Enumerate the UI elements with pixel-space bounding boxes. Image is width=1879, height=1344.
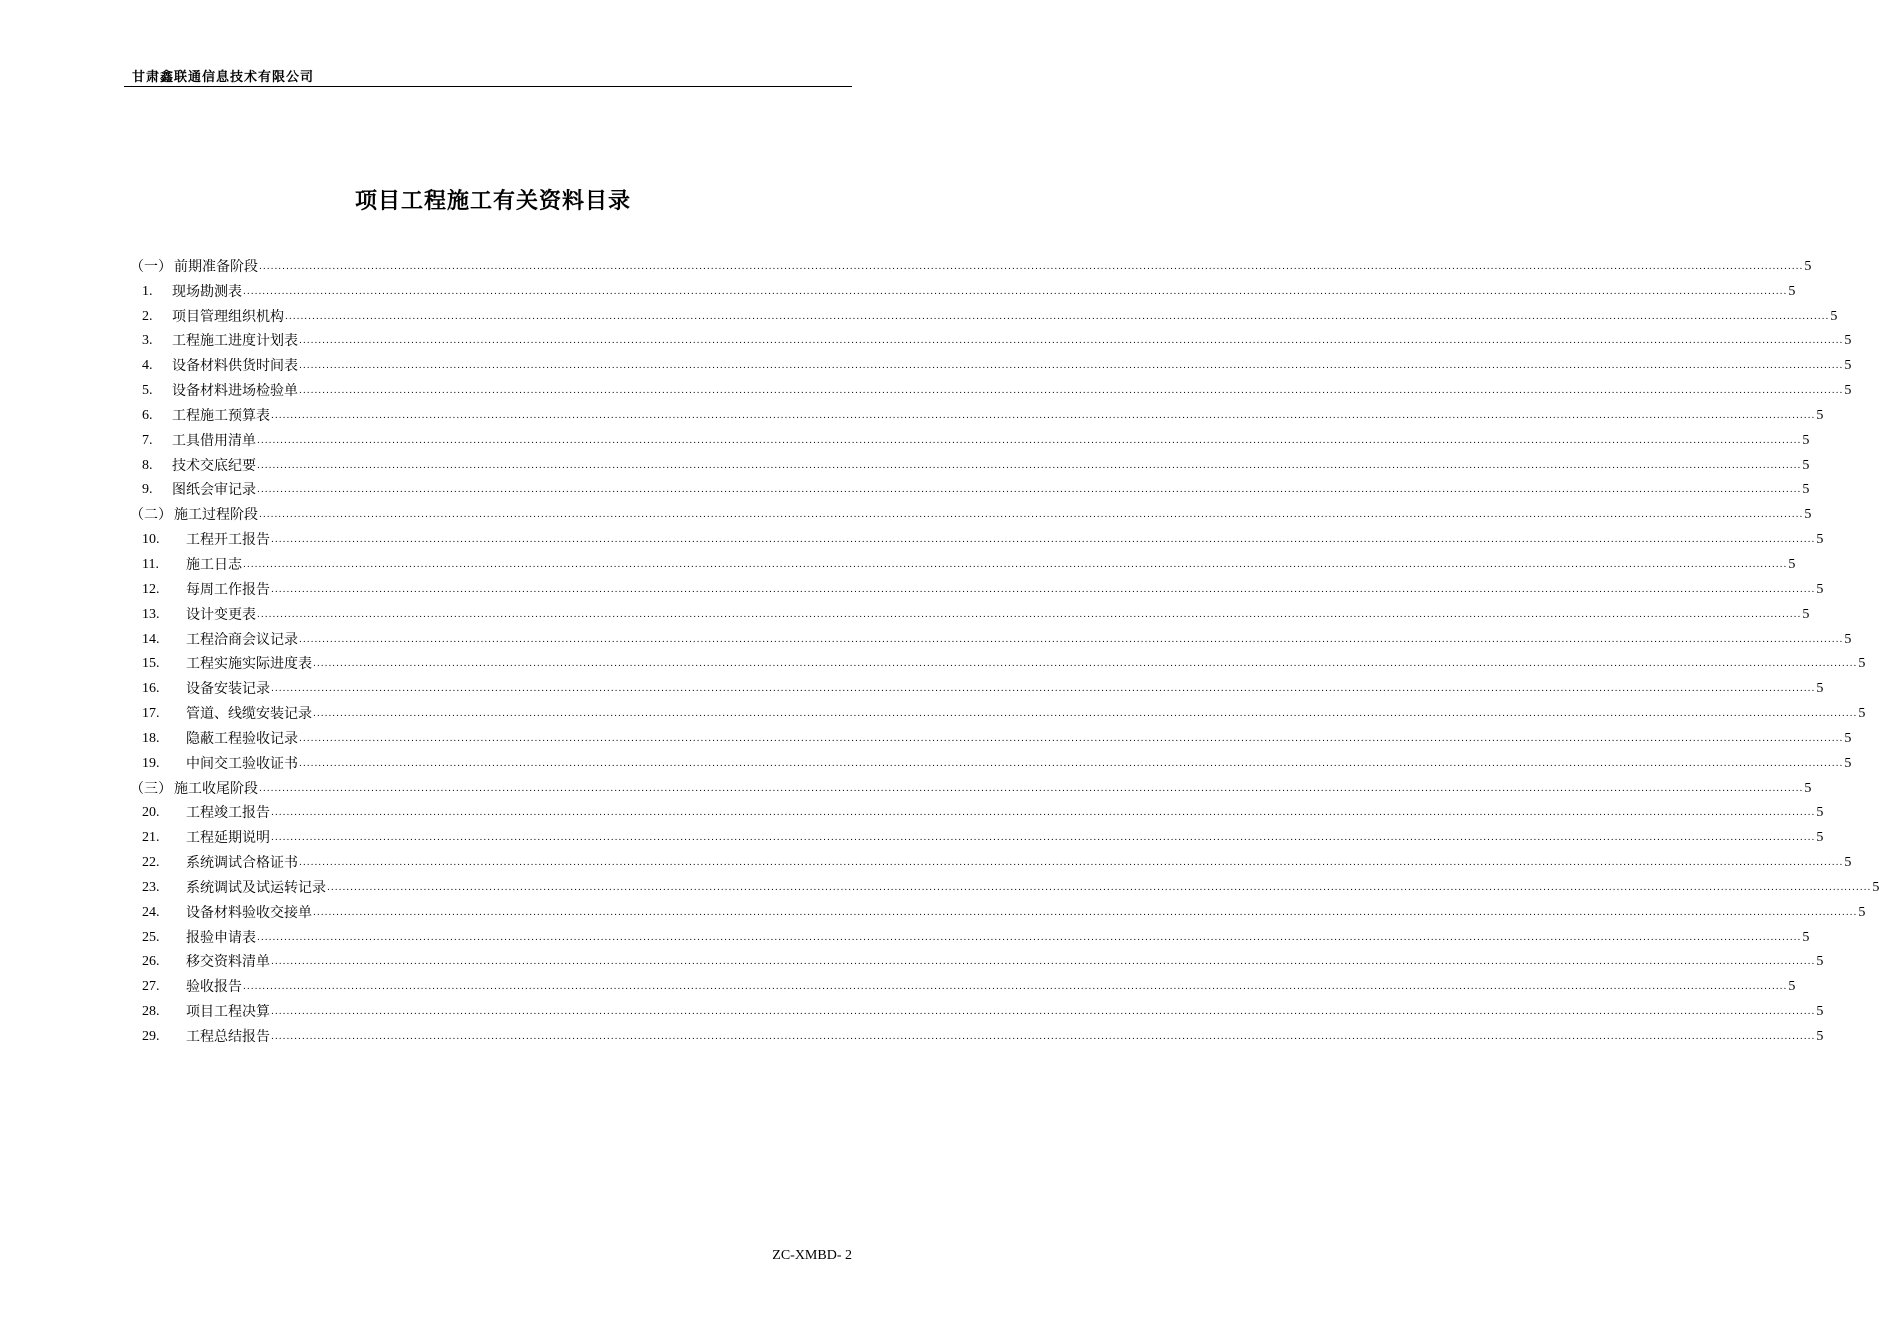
toc-entry-number: 8.: [142, 457, 153, 473]
toc-entry-label: 工程竣工报告: [186, 805, 270, 822]
toc-entry-number: 21.: [142, 830, 160, 846]
toc-dot-leader: ................................................................................................................................................................................................................................................................................................................................................................................................................: [259, 261, 1804, 272]
toc-entry-number: 5.: [142, 383, 153, 399]
toc-page-number: 5: [1844, 383, 1852, 399]
toc-section-heading[interactable]: [130, 499, 1812, 524]
toc-dot-leader: ................................................................................................................................................................................................................................................................................................................................................................................................................: [299, 858, 1844, 869]
toc-entry-label: 现场勘测表: [172, 283, 242, 300]
toc-dot-leader: ................................................................................................................................................................................................................................................................................................................................................................................................................: [327, 882, 1872, 893]
toc-entry[interactable]: [130, 400, 1824, 425]
toc-entry-label: 施工日志: [186, 556, 242, 573]
toc-entry-number: 26.: [142, 954, 160, 970]
toc-page-number: 5: [1844, 333, 1852, 349]
toc-entry[interactable]: [130, 971, 1796, 996]
toc-entry-number: 15.: [142, 656, 160, 672]
toc-entry[interactable]: [130, 897, 1866, 922]
toc-entry-label: 工程实施实际进度表: [186, 656, 312, 673]
footer-document-code: ZC-XMBD- 2: [772, 1248, 852, 1263]
toc-dot-leader: ................................................................................................................................................................................................................................................................................................................................................................................................................: [299, 634, 1844, 645]
toc-dot-leader: ................................................................................................................................................................................................................................................................................................................................................................................................................: [271, 684, 1816, 695]
toc-entry[interactable]: [130, 822, 1824, 847]
document-title: 项目工程施工有关资料目录: [354, 188, 631, 214]
header-divider: [124, 86, 852, 87]
toc-entry-number: 7.: [142, 432, 153, 448]
toc-section-heading[interactable]: [130, 251, 1812, 276]
toc-dot-leader: ................................................................................................................................................................................................................................................................................................................................................................................................................: [259, 510, 1804, 521]
toc-page-number: 5: [1788, 283, 1796, 299]
toc-entry-number: （一）: [130, 258, 172, 275]
toc-entry[interactable]: [130, 798, 1824, 823]
toc-dot-leader: ................................................................................................................................................................................................................................................................................................................................................................................................................: [257, 460, 1802, 471]
toc-dot-leader: ................................................................................................................................................................................................................................................................................................................................................................................................................: [285, 311, 1830, 322]
toc-entry-number: 17.: [142, 706, 160, 722]
toc-entry[interactable]: [130, 922, 1810, 947]
toc-page-number: 5: [1802, 929, 1810, 945]
toc-entry[interactable]: [130, 524, 1824, 549]
toc-dot-leader: ................................................................................................................................................................................................................................................................................................................................................................................................................: [299, 733, 1844, 744]
toc-entry-label: 移交资料清单: [186, 954, 270, 971]
toc-dot-leader: ................................................................................................................................................................................................................................................................................................................................................................................................................: [271, 957, 1816, 968]
toc-entry[interactable]: [130, 624, 1852, 649]
toc-dot-leader: ................................................................................................................................................................................................................................................................................................................................................................................................................: [257, 485, 1802, 496]
toc-page-number: 5: [1816, 805, 1824, 821]
toc-entry[interactable]: [130, 847, 1852, 872]
toc-entry-label: 施工过程阶段: [174, 507, 258, 524]
toc-page-number: 5: [1830, 308, 1838, 324]
toc-dot-leader: ................................................................................................................................................................................................................................................................................................................................................................................................................: [243, 286, 1788, 297]
toc-entry-number: 20.: [142, 805, 160, 821]
toc-page-number: 5: [1802, 432, 1810, 448]
toc-dot-leader: ................................................................................................................................................................................................................................................................................................................................................................................................................: [243, 982, 1788, 993]
toc-page-number: 5: [1844, 855, 1852, 871]
toc-entry-label: 中间交工验收证书: [186, 755, 298, 772]
toc-entry[interactable]: [130, 599, 1810, 624]
toc-entry-label: 设备安装记录: [186, 681, 270, 698]
toc-entry[interactable]: [130, 475, 1810, 500]
toc-page-number: 5: [1816, 407, 1824, 423]
toc-dot-leader: ................................................................................................................................................................................................................................................................................................................................................................................................................: [271, 1032, 1816, 1042]
toc-dot-leader: ................................................................................................................................................................................................................................................................................................................................................................................................................: [259, 783, 1804, 794]
toc-dot-leader: ................................................................................................................................................................................................................................................................................................................................................................................................................: [271, 833, 1816, 844]
toc-entry[interactable]: [130, 723, 1852, 748]
toc-entry-label: 技术交底纪要: [172, 457, 256, 474]
toc-entry-label: 报验申请表: [186, 929, 256, 946]
toc-page-number: 5: [1858, 656, 1866, 672]
toc-page-number: 5: [1816, 532, 1824, 548]
toc-entry-number: 28.: [142, 1004, 160, 1020]
toc-dot-leader: ................................................................................................................................................................................................................................................................................................................................................................................................................: [313, 659, 1858, 670]
toc-entry-number: 6.: [142, 407, 153, 423]
toc-entry-label: 系统调试及试运转记录: [186, 879, 326, 896]
toc-dot-leader: ................................................................................................................................................................................................................................................................................................................................................................................................................: [299, 386, 1844, 397]
toc-entry-number: 18.: [142, 730, 160, 746]
toc-page-number: 5: [1804, 258, 1812, 274]
toc-page-number: 5: [1844, 631, 1852, 647]
toc-entry[interactable]: [130, 947, 1824, 972]
toc-page-number: 5: [1802, 482, 1810, 498]
toc-page-number: 5: [1872, 879, 1879, 895]
toc-page-number: 5: [1816, 681, 1824, 697]
toc-entry-number: 9.: [142, 482, 153, 498]
toc-entry-label: 项目管理组织机构: [172, 308, 284, 325]
toc-entry[interactable]: [130, 350, 1852, 375]
toc-entry-label: 隐蔽工程验收记录: [186, 730, 298, 747]
toc-entry-label: 工程开工报告: [186, 532, 270, 549]
toc-entry[interactable]: [130, 450, 1810, 475]
toc-entry-label: 每周工作报告: [186, 581, 270, 598]
toc-entry-label: 设备材料验收交接单: [186, 904, 312, 921]
toc-entry-label: 工具借用清单: [172, 432, 256, 449]
toc-page-number: 5: [1844, 755, 1852, 771]
toc-entry-number: 22.: [142, 855, 160, 871]
toc-page-number: 5: [1858, 904, 1866, 920]
toc-dot-leader: ................................................................................................................................................................................................................................................................................................................................................................................................................: [299, 361, 1844, 372]
toc-entry-label: 施工收尾阶段: [174, 780, 258, 797]
toc-page-number: 5: [1816, 954, 1824, 970]
toc-entry[interactable]: [130, 375, 1852, 400]
toc-entry[interactable]: [130, 1021, 1824, 1046]
toc-entry-number: 27.: [142, 979, 160, 995]
toc-entry-label: 项目工程决算: [186, 1004, 270, 1021]
toc-dot-leader: ................................................................................................................................................................................................................................................................................................................................................................................................................: [313, 907, 1858, 918]
toc-dot-leader: ................................................................................................................................................................................................................................................................................................................................................................................................................: [271, 1007, 1816, 1018]
toc-entry[interactable]: [130, 872, 1879, 897]
toc-entry-label: 图纸会审记录: [172, 482, 256, 499]
toc-entry-number: 12.: [142, 581, 160, 597]
toc-dot-leader: ................................................................................................................................................................................................................................................................................................................................................................................................................: [243, 559, 1788, 570]
toc-entry[interactable]: [130, 748, 1852, 773]
toc-entry-number: 10.: [142, 532, 160, 548]
toc-page-number: 5: [1802, 457, 1810, 473]
toc-entry-number: （二）: [130, 507, 172, 524]
toc-entry-number: 1.: [142, 283, 153, 299]
toc-entry-number: （三）: [130, 780, 172, 797]
toc-entry-label: 验收报告: [186, 979, 242, 996]
toc-entry-label: 设备材料进场检验单: [172, 383, 298, 400]
toc-page-number: 5: [1804, 780, 1812, 796]
table-of-contents: [130, 251, 1879, 1046]
toc-entry[interactable]: [130, 326, 1852, 351]
toc-entry-label: 前期准备阶段: [174, 258, 258, 275]
toc-page-number: 5: [1816, 581, 1824, 597]
toc-entry[interactable]: [130, 574, 1824, 599]
toc-page-number: 5: [1816, 1029, 1824, 1044]
toc-entry[interactable]: [130, 649, 1866, 674]
toc-entry-label: 工程施工预算表: [172, 407, 270, 424]
toc-entry-number: 11.: [142, 556, 159, 572]
toc-entry-number: 3.: [142, 333, 153, 349]
toc-entry-number: 23.: [142, 879, 160, 895]
toc-dot-leader: ................................................................................................................................................................................................................................................................................................................................................................................................................: [271, 410, 1816, 421]
toc-entry-number: 29.: [142, 1029, 160, 1044]
toc-entry-number: 4.: [142, 358, 153, 374]
toc-page-number: 5: [1816, 1004, 1824, 1020]
toc-dot-leader: ................................................................................................................................................................................................................................................................................................................................................................................................................: [271, 584, 1816, 595]
toc-page-number: 5: [1802, 606, 1810, 622]
header-company-name: 甘肃鑫联通信息技术有限公司: [132, 70, 315, 85]
toc-entry-number: 16.: [142, 681, 160, 697]
toc-dot-leader: ................................................................................................................................................................................................................................................................................................................................................................................................................: [299, 758, 1844, 769]
toc-entry[interactable]: [130, 996, 1824, 1021]
toc-entry-number: 24.: [142, 904, 160, 920]
toc-dot-leader: ................................................................................................................................................................................................................................................................................................................................................................................................................: [257, 932, 1802, 943]
toc-entry-number: 13.: [142, 606, 160, 622]
toc-entry-label: 系统调试合格证书: [186, 855, 298, 872]
toc-page-number: 5: [1844, 358, 1852, 374]
toc-page-number: 5: [1816, 830, 1824, 846]
toc-dot-leader: ................................................................................................................................................................................................................................................................................................................................................................................................................: [257, 435, 1802, 446]
toc-page-number: 5: [1858, 706, 1866, 722]
toc-dot-leader: ................................................................................................................................................................................................................................................................................................................................................................................................................: [257, 609, 1802, 620]
toc-dot-leader: ................................................................................................................................................................................................................................................................................................................................................................................................................: [271, 535, 1816, 546]
toc-page-number: 5: [1788, 979, 1796, 995]
toc-entry-number: 14.: [142, 631, 160, 647]
toc-entry-label: 设计变更表: [186, 606, 256, 623]
toc-page-number: 5: [1788, 556, 1796, 572]
toc-entry-label: 工程施工进度计划表: [172, 333, 298, 350]
toc-entry[interactable]: [130, 301, 1838, 326]
toc-entry[interactable]: [130, 425, 1810, 450]
toc-entry-label: 设备材料供货时间表: [172, 358, 298, 375]
toc-entry[interactable]: [130, 673, 1824, 698]
toc-entry-label: 工程延期说明: [186, 830, 270, 847]
toc-page-number: 5: [1844, 730, 1852, 746]
toc-entry-label: 工程总结报告: [186, 1029, 270, 1045]
toc-dot-leader: ................................................................................................................................................................................................................................................................................................................................................................................................................: [299, 336, 1844, 347]
toc-dot-leader: ................................................................................................................................................................................................................................................................................................................................................................................................................: [271, 808, 1816, 819]
toc-entry-number: 25.: [142, 929, 160, 945]
toc-page-number: 5: [1804, 507, 1812, 523]
toc-dot-leader: ................................................................................................................................................................................................................................................................................................................................................................................................................: [313, 709, 1858, 720]
toc-entry-number: 2.: [142, 308, 153, 324]
toc-entry-number: 19.: [142, 755, 160, 771]
toc-entry-label: 工程洽商会议记录: [186, 631, 298, 648]
toc-entry[interactable]: [130, 698, 1866, 723]
toc-entry[interactable]: [130, 276, 1796, 301]
toc-section-heading[interactable]: [130, 773, 1812, 798]
toc-entry[interactable]: [130, 549, 1796, 574]
toc-entry-label: 管道、线缆安装记录: [186, 706, 312, 723]
